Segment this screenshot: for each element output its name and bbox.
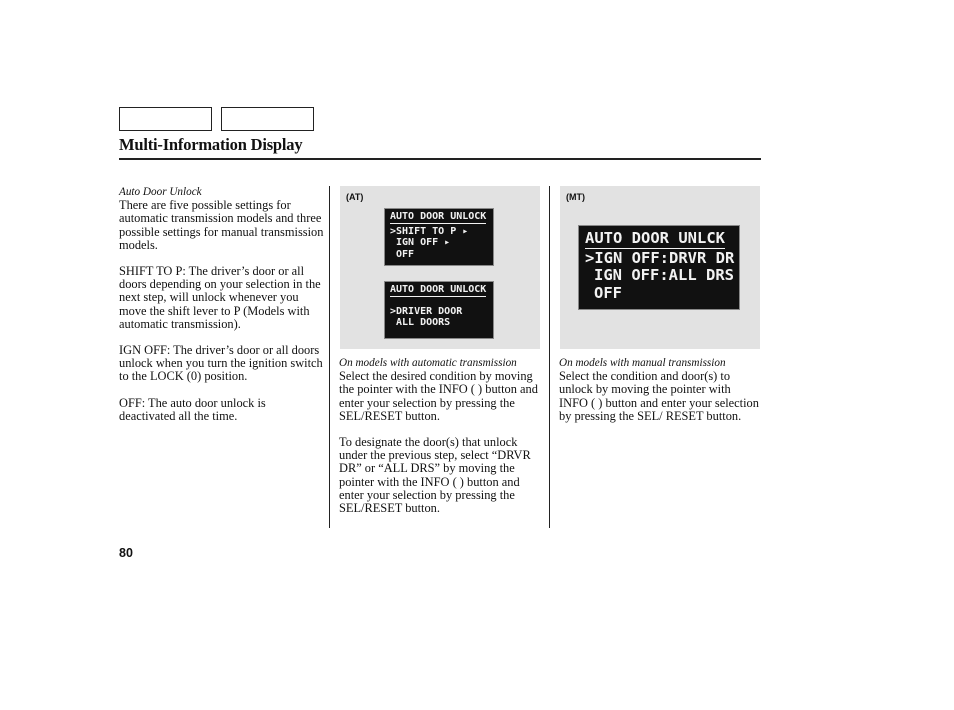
at-display-screen-2	[384, 281, 494, 339]
mt-screen-line-ign-off-all-drs: IGN OFF:ALL DRS	[594, 266, 734, 284]
at-screen2-line-driver-door: >DRIVER DOOR	[390, 305, 463, 317]
at-designate-paragraph: To designate the door(s) that unlock under the previous step, select “DRVR DR” or “ALL DRS” by moving the pointer with the INFO ( ) button and enter your selection by pressing the SEL/RESET button.	[339, 435, 531, 516]
mt-screen-header: AUTO DOOR UNLCK	[585, 229, 725, 247]
off-paragraph: OFF: The auto door unlock is deactivated all the time.	[119, 395, 266, 423]
at-display-screen-1	[384, 208, 494, 266]
column-divider-2	[549, 186, 550, 528]
mt-screen-line-ign-off-drvr-dr: >IGN OFF:DRVR DR	[585, 248, 735, 267]
middle-column	[339, 357, 543, 528]
left-column	[119, 186, 325, 436]
shift-to-p-paragraph: SHIFT TO P: The driver’s door or all doors depending on your selection in the next step, will unlock whenever you move the shift lever to P (Models with automatic transmission).	[119, 264, 321, 331]
mt-panel-label: (MT)	[566, 192, 585, 202]
header-tab-box-1	[119, 107, 212, 131]
intro-paragraph: There are five possible settings for automatic transmission models and three possible settings for manual transmission models.	[119, 198, 324, 252]
mt-display-screen	[578, 225, 740, 310]
at-screen2-header: AUTO DOOR UNLOCK	[390, 284, 487, 295]
at-screen1-line-shift-to-p: >SHIFT TO P ▸	[390, 225, 469, 237]
right-column	[559, 357, 759, 436]
at-screen1-line-off: OFF	[396, 248, 415, 260]
at-screen1-header: AUTO DOOR UNLOCK	[390, 211, 487, 222]
mt-select-paragraph: Select the condition and door(s) to unlock by moving the pointer with INFO ( ) button and enter your selection by pressing the SEL/ RESET button.	[559, 369, 759, 423]
at-screen2-line-all-doors: ALL DOORS	[396, 317, 451, 328]
column-divider-1	[329, 186, 330, 528]
at-panel-label: (AT)	[346, 192, 364, 202]
title-rule	[119, 158, 761, 160]
mt-screen-line-off: OFF	[594, 283, 622, 302]
page-number: 80	[119, 546, 133, 560]
at-select-paragraph: Select the desired condition by moving the pointer with the INFO ( ) button and enter your selection by pressing the SEL/RESET button.	[339, 369, 538, 423]
at-screen1-line-ign-off: IGN OFF ▸	[396, 237, 451, 248]
ign-off-paragraph: IGN OFF: The driver’s door or all doors unlock when you turn the ignition switch to the LOCK (0) position.	[119, 343, 323, 384]
header-tab-box-2	[221, 107, 314, 131]
at-caption: On models with automatic transmission	[339, 357, 517, 369]
at-display-panel	[340, 186, 540, 349]
section-title: Multi-Information Display	[119, 135, 303, 154]
mt-display-panel	[560, 186, 760, 349]
mt-caption: On models with manual transmission	[559, 357, 726, 369]
auto-door-unlock-subheading: Auto Door Unlock	[119, 186, 202, 198]
